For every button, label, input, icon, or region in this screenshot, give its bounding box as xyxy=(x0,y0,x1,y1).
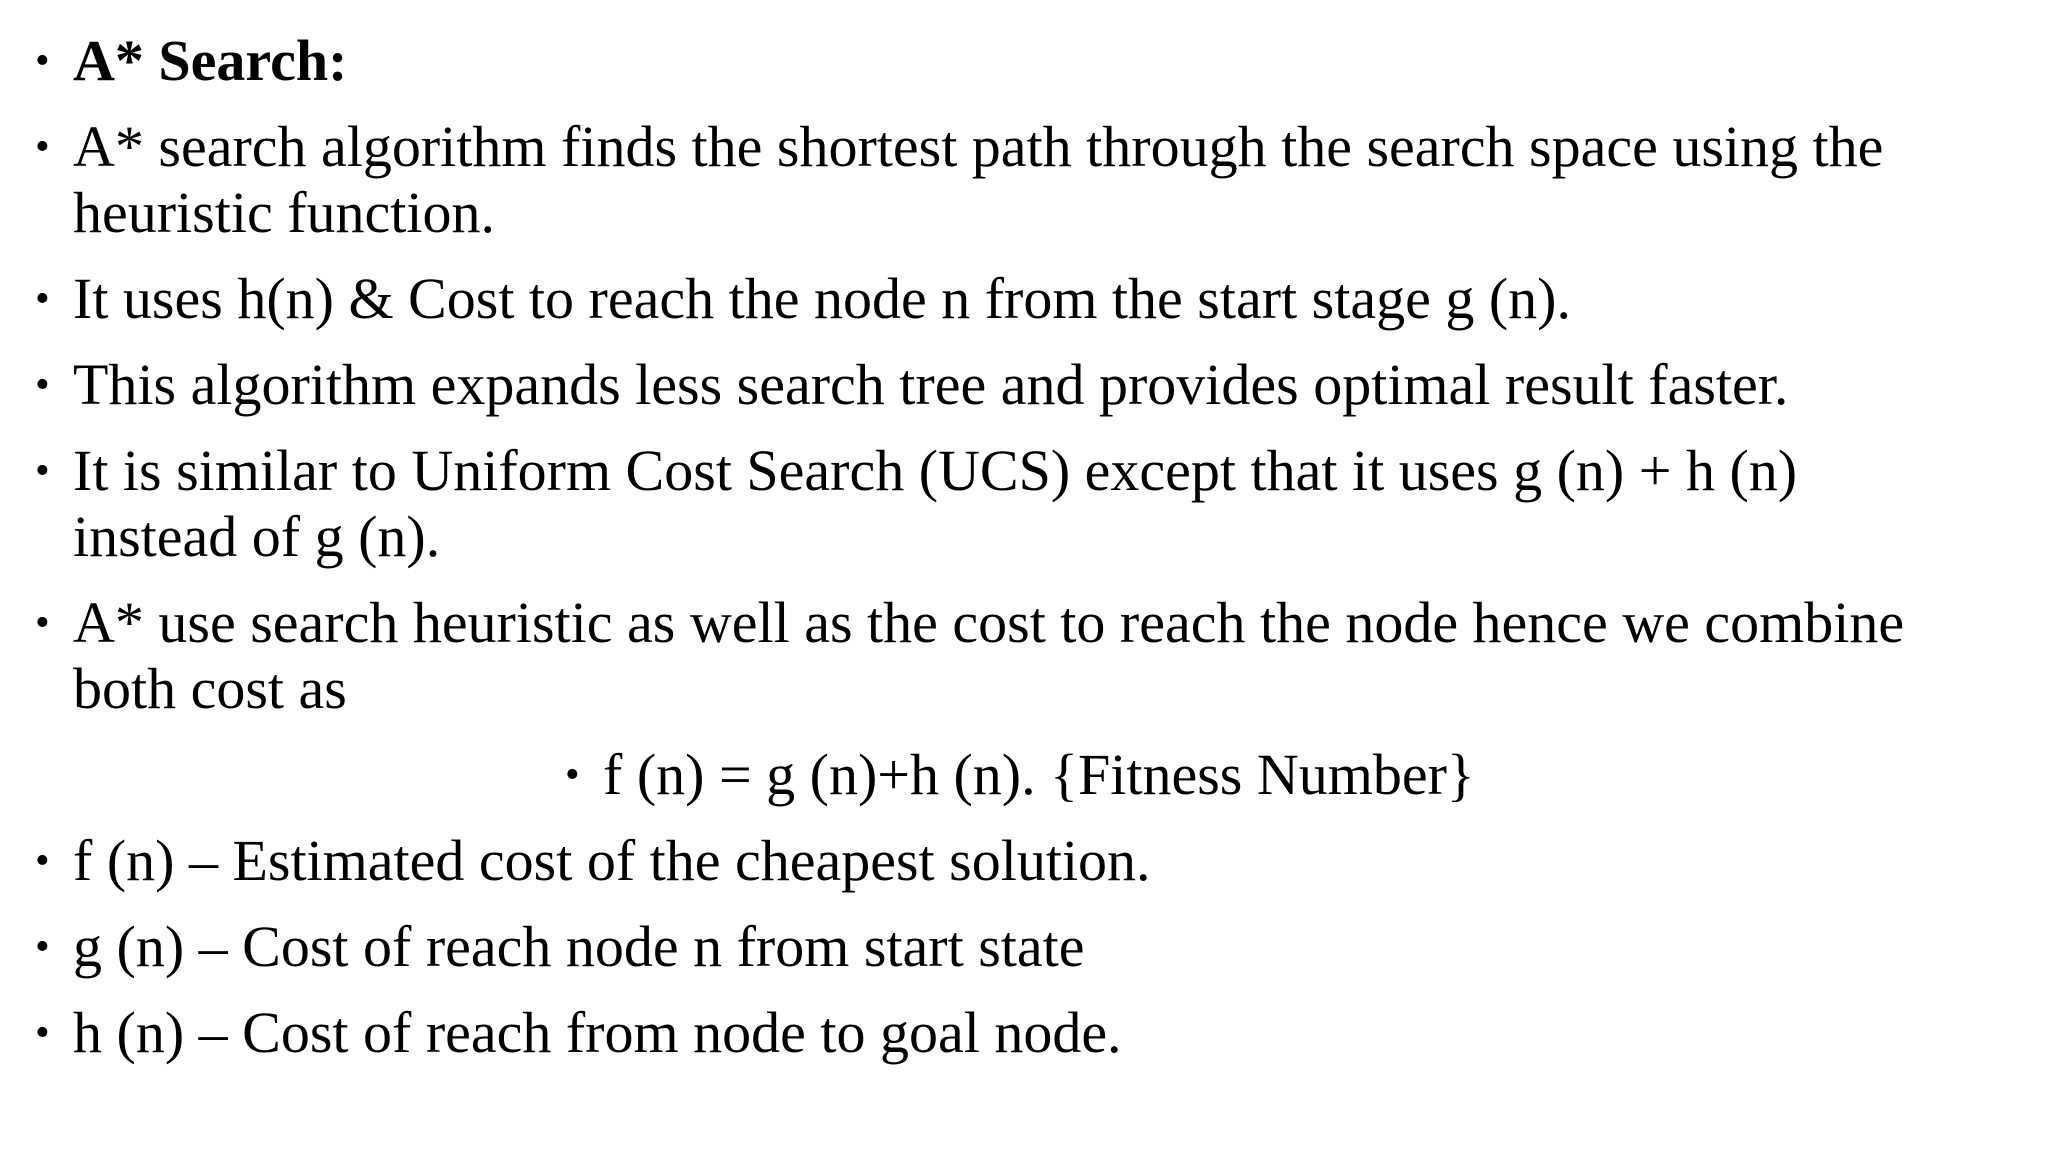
bullet-marker: • xyxy=(35,1010,50,1056)
bullet-marker: • xyxy=(35,838,50,884)
bullet-line: A* use search heuristic as well as the cost to reach the node hence we combine xyxy=(73,590,1905,655)
bullet-line: g (n) – Cost of reach node n from start state xyxy=(73,914,1085,979)
bullet-line: A* search algorithm finds the shortest path through the search space using the xyxy=(73,114,1884,179)
bullet-marker: • xyxy=(35,924,50,970)
bullet-line: It uses h(n) & Cost to reach the node n from the start stage g (n). xyxy=(73,266,1571,331)
bullet-item-expands xyxy=(35,352,2013,418)
bullet-item-combine xyxy=(35,590,2013,722)
bullet-marker: • xyxy=(35,600,50,646)
bullet-line: It is similar to Uniform Cost Search (UCS) except that it uses g (n) + h (n) xyxy=(73,438,1798,503)
bullet-item-formula xyxy=(565,742,2048,808)
bullet-line: A* Search: xyxy=(73,28,348,93)
bullet-marker: • xyxy=(565,752,580,798)
bullet-marker: • xyxy=(35,276,50,322)
bullet-line: both cost as xyxy=(73,656,347,721)
bullet-item-h xyxy=(35,1000,2013,1066)
bullet-item-ucs xyxy=(35,438,2013,570)
bullet-line: instead of g (n). xyxy=(73,504,441,569)
bullet-item-f xyxy=(35,828,2013,894)
bullet-item-g xyxy=(35,914,2013,980)
bullet-marker: • xyxy=(35,124,50,170)
bullet-item-uses xyxy=(35,266,2013,332)
bullet-line: h (n) – Cost of reach from node to goal node. xyxy=(73,1000,1122,1065)
bullet-line: f (n) – Estimated cost of the cheapest solution. xyxy=(73,828,1151,893)
bullet-line: heuristic function. xyxy=(73,180,496,245)
bullet-marker: • xyxy=(35,448,50,494)
bullet-marker: • xyxy=(35,362,50,408)
bullet-line: f (n) = g (n)+h (n). {Fitness Number} xyxy=(603,742,1475,807)
bullet-marker: • xyxy=(35,38,50,84)
bullet-line: This algorithm expands less search tree and provides optimal result faster. xyxy=(73,352,1789,417)
bullet-item-heading xyxy=(35,28,2013,94)
bullet-item-definition xyxy=(35,114,2013,246)
